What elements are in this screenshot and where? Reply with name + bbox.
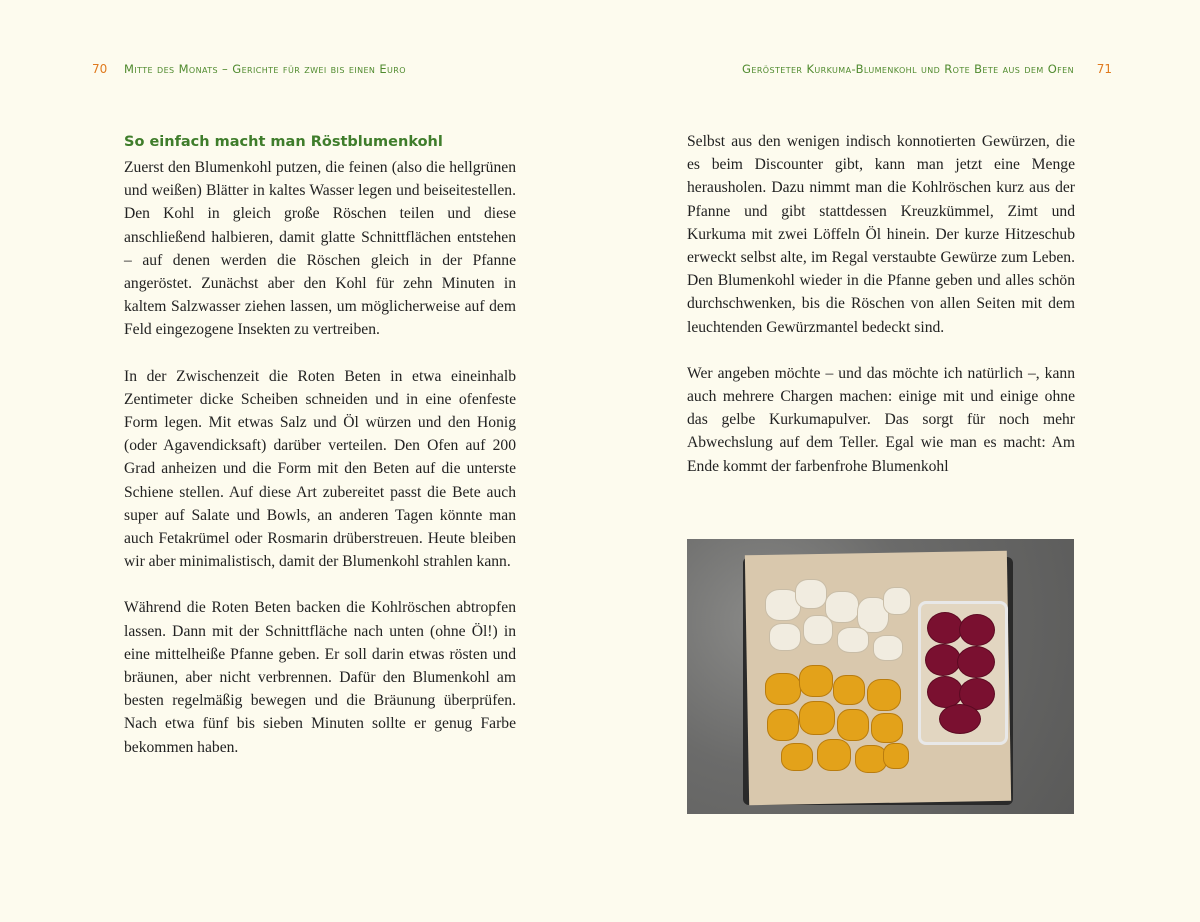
turmeric-cauliflower-floret bbox=[837, 709, 869, 741]
paragraph: Zuerst den Blumenkohl putzen, die feinen (also die hellgrünen und weißen) Blätter in kaltes Wasser legen und beiseitestellen. Den Kohl in gleich große Röschen teilen und diese anschließend halbieren, damit glatte Schnittflächen entstehen – auf denen werden die Röschen gleich in der Pfanne angeröstet. Zunächst aber den Kohl für zehn Minuten in kaltem Salzwasser ziehen lassen, um möglicherweise auf dem Feld eingezogene Insekten zu vertreiben. bbox=[124, 159, 516, 339]
page-number-right: 71 bbox=[1096, 62, 1112, 76]
turmeric-cauliflower-floret bbox=[799, 665, 833, 697]
beetroot-slice bbox=[927, 612, 963, 644]
beetroot-slice bbox=[925, 644, 961, 676]
turmeric-cauliflower-floret bbox=[781, 743, 813, 771]
beetroot-slice bbox=[959, 614, 995, 646]
cauliflower-floret bbox=[873, 635, 903, 661]
right-text-column bbox=[687, 130, 1075, 478]
cauliflower-floret bbox=[803, 615, 833, 645]
cauliflower-floret bbox=[795, 579, 827, 609]
paragraph: Selbst aus den wenigen indisch konnotierten Gewürzen, die es beim Discounter gibt, kann man jetzt eine Menge herausholen. Dazu nimmt man die Kohlröschen kurz aus der Pfanne und gibt stattdessen Kreuzkümmel, Zimt und Kurkuma mit zwei Löffeln Öl hinein. Der kurze Hitzeschub erweckt selbst alte, im Regal verstaubte Gewürze zum Leben. Den Blumenkohl wieder in die Pfanne geben und alles schön durchschwenken, bis die Röschen von allen Seiten mit dem leuchtenden Gewürzmantel bedeckt sind. bbox=[687, 133, 1075, 336]
cauliflower-floret bbox=[769, 623, 801, 651]
paragraph: Während die Roten Beten backen die Kohlröschen abtropfen lassen. Dann mit der Schnittfläche nach unten (ohne Öl!) in eine mittelheiße Pfanne geben. Er soll darin etwas rösten und bräunen, aber nicht verbrennen. Dafür den Blumenkohl am besten regelmäßig bewegen und die Bräunung überprüfen. Nach etwa fünf bis sieben Minuten sollte er genug Farbe bekommen haben. bbox=[124, 599, 516, 756]
section-heading: So einfach macht man Röstblumenkohl bbox=[124, 134, 443, 150]
food-photo bbox=[687, 539, 1074, 814]
turmeric-cauliflower-floret bbox=[799, 701, 835, 735]
left-text-column bbox=[124, 130, 516, 759]
beetroot-slice bbox=[939, 704, 981, 734]
turmeric-cauliflower-floret bbox=[883, 743, 909, 769]
paragraph: In der Zwischenzeit die Roten Beten in etwa eineinhalb Zentimeter dicke Scheiben schneiden und in eine ofenfeste Form legen. Mit etwas Salz und Öl würzen und den Honig (oder Agavendicksaft) darüber verteilen. Den Ofen auf 200 Grad anheizen und die Form mit den Beten auf die unterste Schiene stellen. Auf diese Art zubereitet passt die Bete auch super auf Salate und Bowls, an anderen Tagen könnte man auch Fetakrümel oder Rosmarin drüberstreuen. Heute bleiben wir aber minimalistisch, damit der Blumenkohl strahlen kann. bbox=[124, 367, 516, 571]
turmeric-cauliflower-floret bbox=[871, 713, 903, 743]
glass-dish bbox=[918, 601, 1008, 745]
page-number-left: 70 bbox=[92, 62, 108, 76]
turmeric-cauliflower-floret bbox=[767, 709, 799, 741]
running-head-left: Mitte des Monats – Gerichte für zwei bis einen Euro bbox=[124, 62, 406, 76]
cauliflower-floret bbox=[883, 587, 911, 615]
turmeric-cauliflower-floret bbox=[765, 673, 801, 705]
running-head-right: Gerösteter Kurkuma-Blumenkohl und Rote Bete aus dem Ofen bbox=[742, 62, 1074, 76]
paragraph: Wer angeben möchte – und das möchte ich natürlich –, kann auch mehrere Chargen machen: einige mit und einige ohne das gelbe Kurkumapulver. Das sorgt für noch mehr Abwechslung auf dem Teller. Egal wie man es macht: Am Ende kommt der farbenfrohe Blumenkohl bbox=[687, 364, 1075, 475]
turmeric-cauliflower-floret bbox=[817, 739, 851, 771]
right-page bbox=[600, 0, 1200, 922]
turmeric-cauliflower-floret bbox=[867, 679, 901, 711]
cauliflower-floret bbox=[837, 627, 869, 653]
turmeric-cauliflower-floret bbox=[833, 675, 865, 705]
beetroot-slice bbox=[957, 646, 995, 678]
